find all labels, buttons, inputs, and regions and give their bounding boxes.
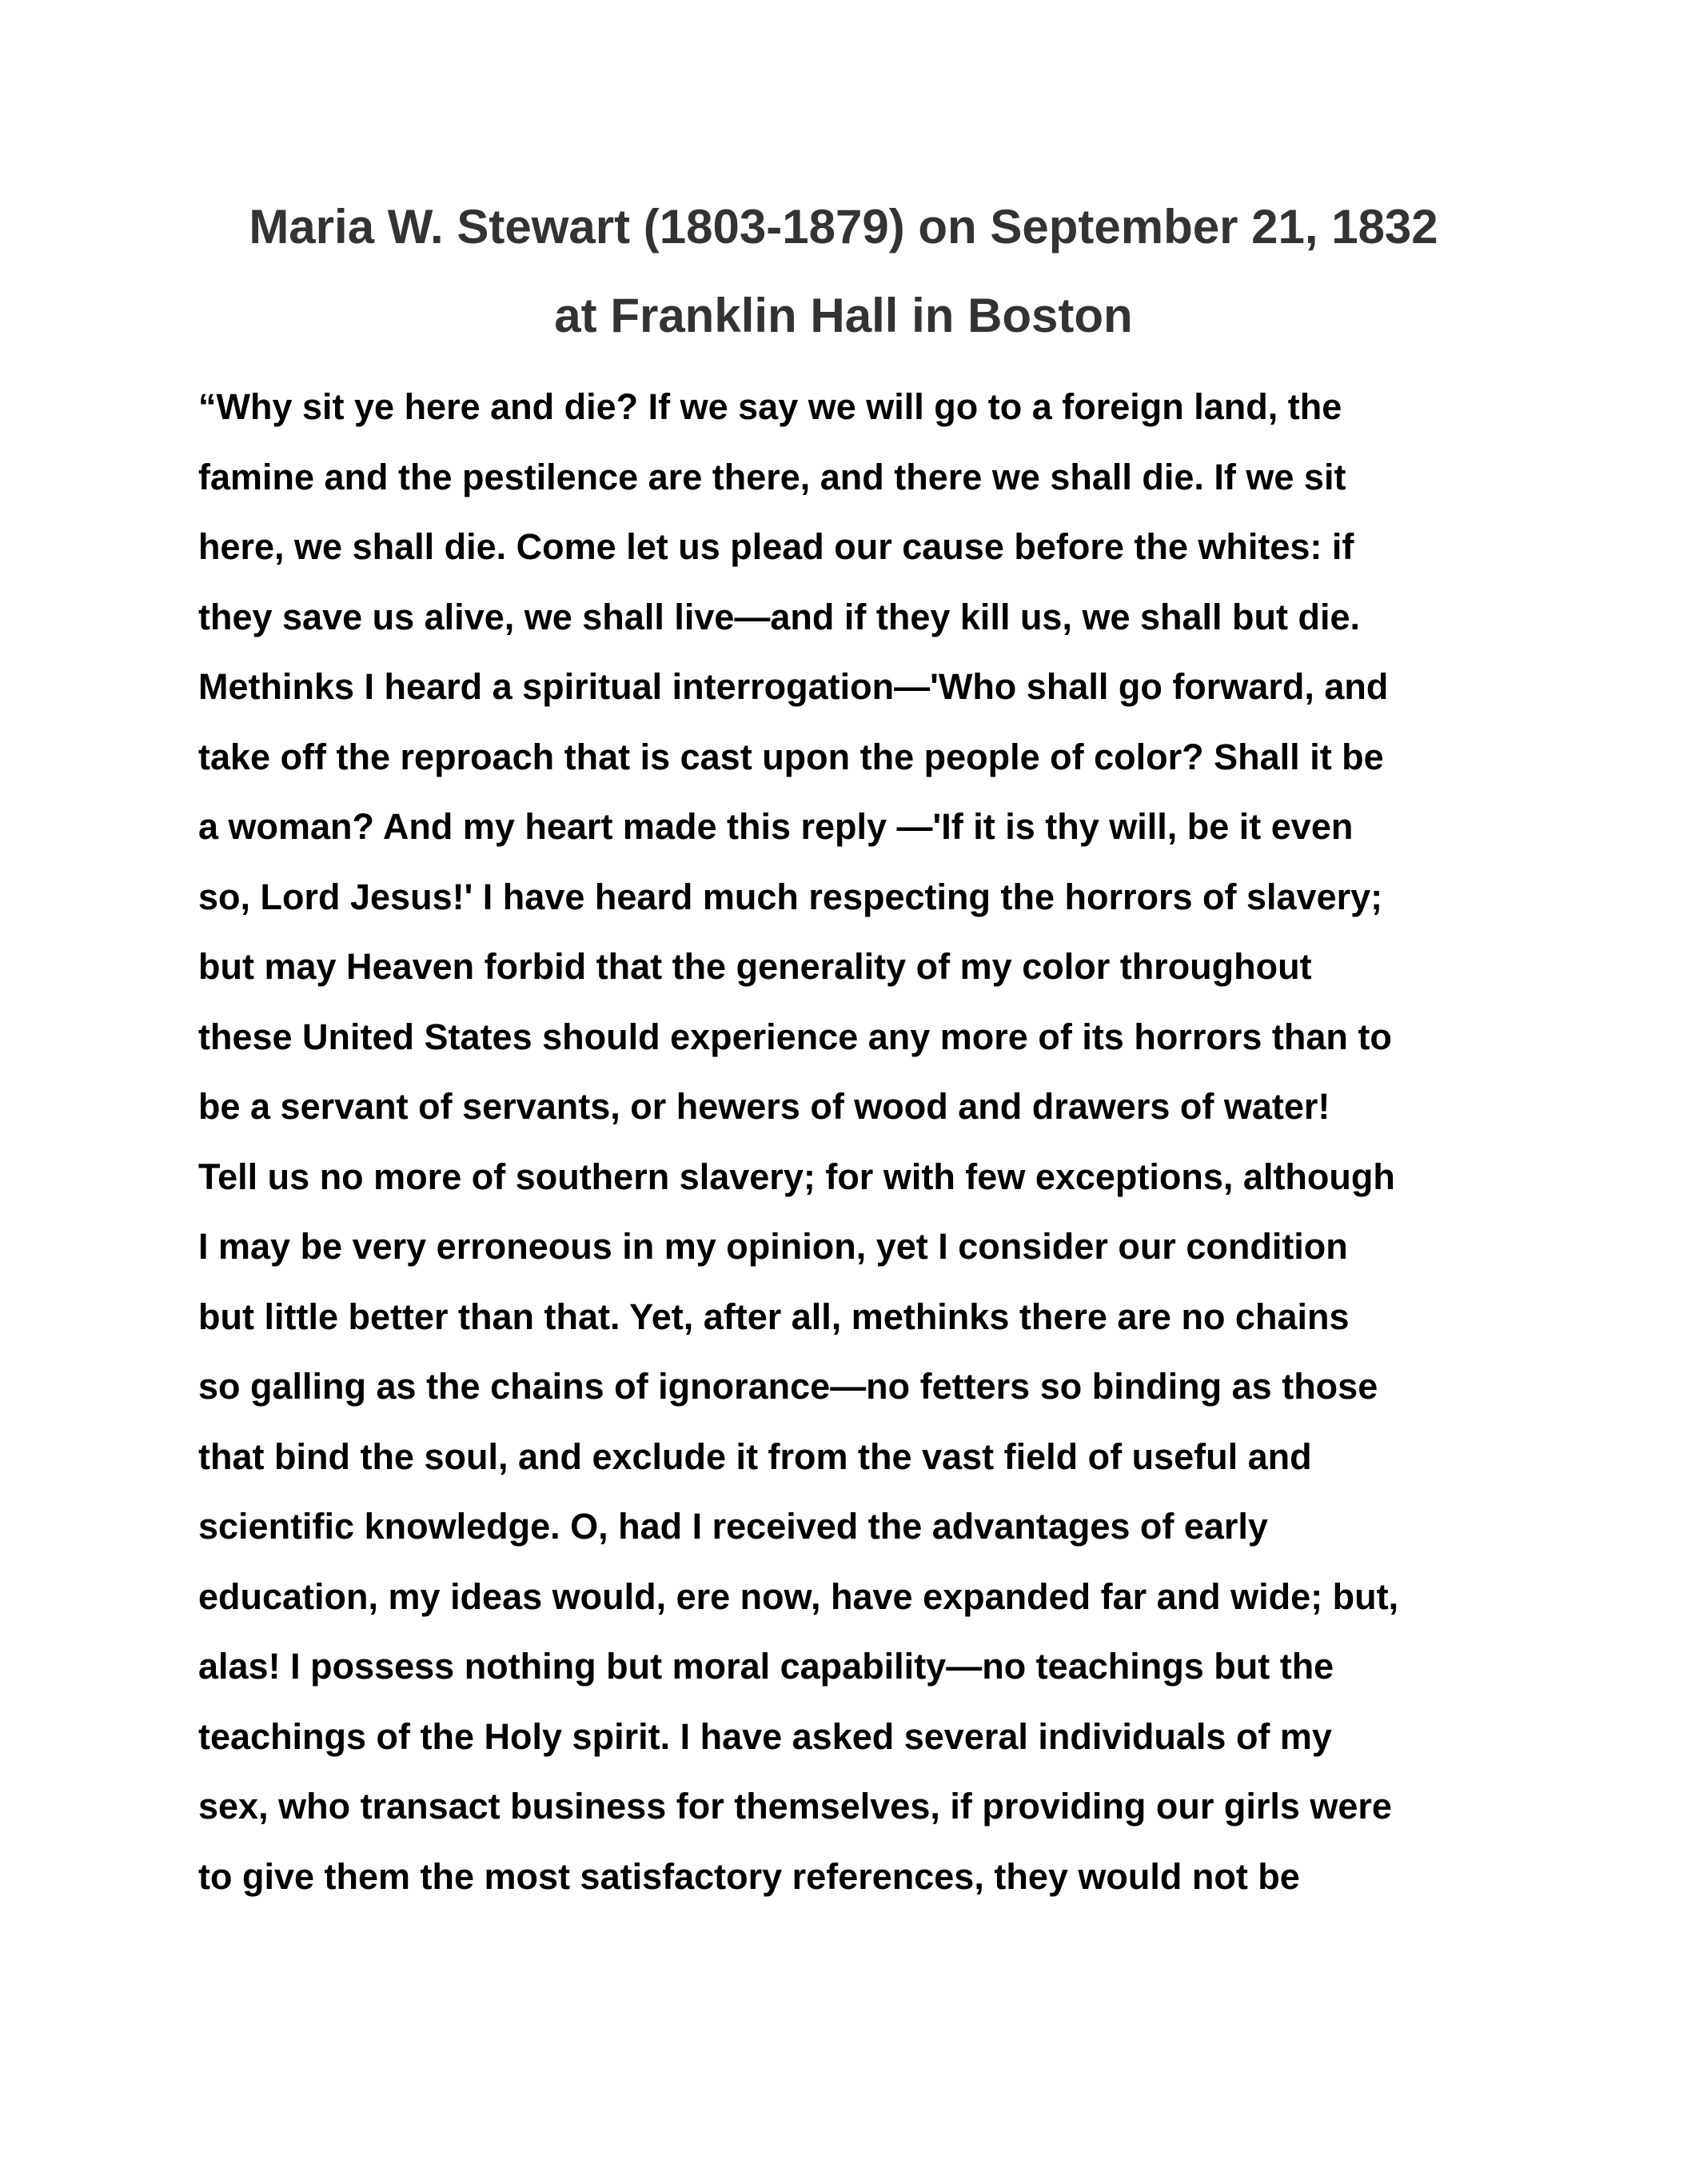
document-title-line-2: at Franklin Hall in Boston: [554, 289, 1133, 342]
body-line: but little better than that. Yet, after all, methinks there are no chains: [198, 1296, 1350, 1337]
body-line: sex, who transact business for themselves, if providing our girls were: [198, 1786, 1392, 1827]
body-line: Tell us no more of southern slavery; for with few exceptions, although: [198, 1156, 1395, 1197]
body-line: famine and the pestilence are there, and there we shall die. If we sit: [198, 456, 1346, 497]
body-line: education, my ideas would, ere now, have expanded far and wide; but,: [198, 1575, 1399, 1617]
body-line: so, Lord Jesus!' I have heard much respecting the horrors of slavery;: [198, 876, 1383, 917]
body-line: take off the reproach that is cast upon the people of color? Shall it be: [198, 736, 1384, 777]
body-line: to give them the most satisfactory references, they would not be: [198, 1855, 1300, 1897]
body-line: here, we shall die. Come let us plead our cause before the whites: if: [198, 526, 1354, 567]
body-line: scientific knowledge. O, had I received the advantages of early: [198, 1506, 1268, 1547]
body-line: alas! I possess nothing but moral capability—no teachings but the: [198, 1646, 1334, 1687]
body-line: so galling as the chains of ignorance—no fetters so binding as those: [198, 1366, 1378, 1407]
body-line: Methinks I heard a spiritual interrogation—'Who shall go forward, and: [198, 666, 1389, 707]
speech-body: [198, 372, 1494, 1911]
body-line: that bind the soul, and exclude it from the vast field of useful and: [198, 1435, 1312, 1477]
body-line: “Why sit ye here and die? If we say we will go to a foreign land, the: [198, 386, 1342, 427]
body-line: be a servant of servants, or hewers of wood and drawers of water!: [198, 1086, 1330, 1127]
body-line: teachings of the Holy spirit. I have asked several individuals of my: [198, 1715, 1332, 1757]
body-line: these United States should experience any more of its horrors than to: [198, 1016, 1392, 1057]
body-line: a woman? And my heart made this reply —'If it is thy will, be it even: [198, 806, 1354, 847]
body-line: I may be very erroneous in my opinion, yet I consider our condition: [198, 1226, 1348, 1267]
body-line: but may Heaven forbid that the generality of my color throughout: [198, 946, 1312, 987]
body-line: they save us alive, we shall live—and if they kill us, we shall but die.: [198, 596, 1361, 637]
document-title-line-1: Maria W. Stewart (1803-1879) on September 21, 1832: [249, 200, 1438, 254]
